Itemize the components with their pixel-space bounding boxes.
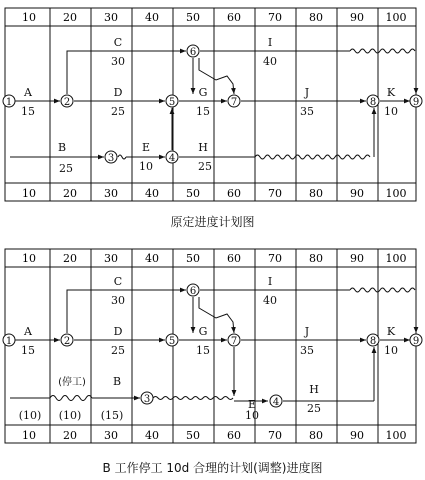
svg-text:5: 5 — [168, 97, 176, 108]
node-7 — [228, 95, 240, 108]
svg-text:4: 4 — [272, 397, 280, 408]
scale-label: 60 — [227, 429, 241, 442]
activity-c-name: C — [113, 36, 123, 49]
node-5 — [166, 95, 178, 108]
scale-label: 70 — [268, 187, 282, 200]
caption-adjusted: B 工作停工 10d 合理的计划(调整)进度图 — [102, 461, 323, 475]
scale-label: 60 — [227, 187, 241, 200]
svg-text:3: 3 — [143, 394, 151, 405]
scale-label: 40 — [145, 187, 159, 200]
node-5 — [166, 334, 178, 347]
svg-text:7: 7 — [230, 97, 238, 108]
scale-label: 20 — [63, 252, 77, 265]
bottom-note: (15) — [100, 409, 124, 422]
activity-i-duration: 40 — [263, 294, 277, 307]
node-2 — [61, 334, 73, 347]
scale-label: 80 — [309, 252, 323, 265]
node-9 — [410, 95, 422, 108]
svg-text:1: 1 — [5, 336, 13, 347]
activity-b-name: B — [57, 141, 67, 154]
node-7 — [228, 334, 240, 347]
scale-label: 70 — [268, 429, 282, 442]
activity-j-duration: 35 — [300, 344, 314, 357]
bottom-note: (10) — [18, 409, 42, 422]
activity-h-name: H — [198, 141, 208, 154]
scale-label: 80 — [309, 11, 323, 24]
activity-j-duration: 35 — [300, 105, 314, 118]
svg-text:6: 6 — [189, 47, 197, 58]
scale-label: 20 — [63, 187, 77, 200]
activity-g-duration: 15 — [196, 344, 210, 357]
svg-text:6: 6 — [189, 286, 197, 297]
caption-original: 原定进度计划图 — [170, 215, 255, 229]
scale-label: 10 — [22, 187, 36, 200]
svg-text:7: 7 — [230, 336, 238, 347]
svg-text:2: 2 — [63, 97, 71, 108]
scale-label: 10 — [22, 252, 36, 265]
scale-label: 100 — [385, 11, 407, 24]
scale-label: 50 — [186, 11, 200, 24]
svg-text:8: 8 — [369, 336, 377, 347]
activity-h-duration: 25 — [307, 402, 321, 415]
activity-d-name: D — [113, 325, 123, 338]
node-8 — [367, 334, 379, 347]
activity-d-duration: 25 — [111, 105, 125, 118]
free-float-i — [350, 288, 415, 292]
activity-e-name: E — [247, 398, 257, 411]
svg-text:9: 9 — [412, 336, 420, 347]
activity-e-duration: 10 — [139, 160, 153, 173]
activity-k-duration: 10 — [384, 344, 398, 357]
activity-a-name: A — [24, 86, 32, 99]
scale-label: 30 — [104, 429, 118, 442]
bottom-note: (10) — [58, 409, 82, 422]
scale-label: 30 — [104, 252, 118, 265]
grid-lines — [50, 249, 378, 443]
scale-label: 80 — [309, 429, 323, 442]
activity-i-duration: 40 — [263, 55, 277, 68]
activity-g-name: G — [198, 325, 208, 338]
activity-k-name: K — [386, 86, 396, 99]
activity-e-name: E — [141, 141, 151, 154]
free-float-i — [350, 49, 415, 53]
scale-label: 50 — [186, 187, 200, 200]
scale-label: 20 — [63, 11, 77, 24]
scale-label: 50 — [186, 429, 200, 442]
scale-label: 90 — [350, 187, 364, 200]
activity-k-duration: 10 — [384, 105, 398, 118]
node-3 — [105, 151, 117, 164]
scale-label: 50 — [186, 252, 200, 265]
node-9 — [410, 334, 422, 347]
activity-e-duration: 10 — [245, 409, 259, 422]
activity-a-duration: 15 — [21, 105, 35, 118]
stop-label: (停工) — [58, 377, 86, 388]
activity-k-name: K — [386, 325, 396, 338]
scale-label: 60 — [227, 11, 241, 24]
node-4 — [270, 395, 282, 408]
scale-label: 100 — [385, 187, 407, 200]
svg-text:1: 1 — [5, 97, 13, 108]
scale-label: 10 — [22, 429, 36, 442]
activity-i-name: I — [267, 36, 273, 49]
svg-text:2: 2 — [63, 336, 71, 347]
svg-text:3: 3 — [107, 153, 115, 164]
node-2 — [61, 95, 73, 108]
activity-g-name: G — [198, 86, 208, 99]
scale-label: 100 — [385, 252, 407, 265]
activity-h-name: H — [309, 383, 319, 396]
node-6 — [187, 284, 199, 297]
grid-lines — [50, 8, 378, 201]
svg-text:8: 8 — [369, 97, 377, 108]
node-8 — [367, 95, 379, 108]
activity-c-name: C — [113, 275, 123, 288]
svg-text:5: 5 — [168, 336, 176, 347]
node-6 — [187, 45, 199, 58]
activity-c-duration: 30 — [111, 294, 125, 307]
scale-label: 90 — [350, 11, 364, 24]
arrow-c — [67, 51, 186, 94]
stoppage-wavy — [50, 396, 92, 401]
time-scaled-network-adjusted — [3, 249, 422, 443]
scale-label: 90 — [350, 252, 364, 265]
scale-label: 30 — [104, 187, 118, 200]
scale-label: 100 — [385, 429, 407, 442]
arrow-c — [67, 290, 186, 333]
free-float-3 — [153, 397, 233, 400]
scale-label: 90 — [350, 429, 364, 442]
activity-a-name: A — [24, 325, 32, 338]
scale-label: 70 — [268, 252, 282, 265]
free-float-3 — [118, 155, 126, 159]
scale-label: 40 — [145, 429, 159, 442]
activity-b-duration: 25 — [59, 162, 73, 175]
svg-text:9: 9 — [412, 97, 420, 108]
scale-label: 20 — [63, 429, 77, 442]
activity-c-duration: 30 — [111, 55, 125, 68]
activity-d-name: D — [113, 86, 123, 99]
scale-label: 40 — [145, 252, 159, 265]
free-float-h — [255, 155, 370, 159]
activity-j-name: J — [304, 86, 310, 99]
scale-label: 70 — [268, 11, 282, 24]
scale-label: 60 — [227, 252, 241, 265]
time-scaled-network-original — [3, 8, 422, 201]
node-4 — [166, 151, 178, 164]
scale-label: 30 — [104, 11, 118, 24]
scale-label: 40 — [145, 11, 159, 24]
scale-label: 80 — [309, 187, 323, 200]
activity-a-duration: 15 — [21, 344, 35, 357]
activity-b-name: B — [112, 375, 122, 388]
activity-j-name: J — [304, 325, 310, 338]
activity-g-duration: 15 — [196, 105, 210, 118]
activity-h-duration: 25 — [198, 160, 212, 173]
node-3 — [141, 392, 153, 405]
activity-d-duration: 25 — [111, 344, 125, 357]
activity-i-name: I — [267, 275, 273, 288]
svg-text:4: 4 — [168, 153, 176, 164]
scale-label: 10 — [22, 11, 36, 24]
